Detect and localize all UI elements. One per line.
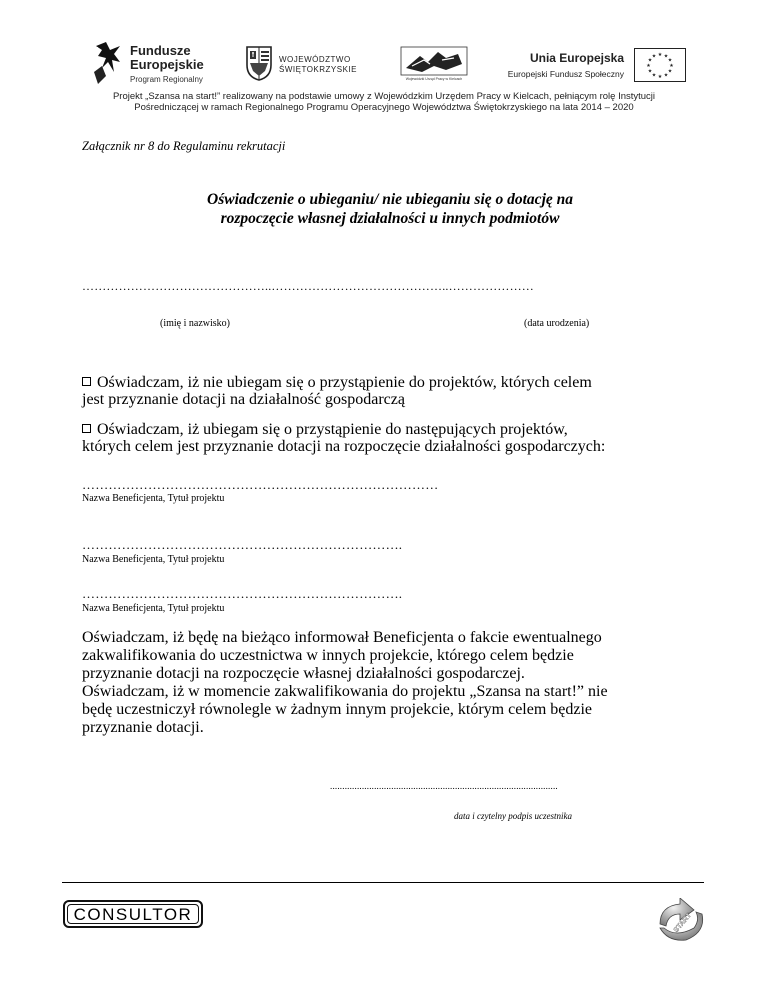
name-label: (imię i nazwisko)	[160, 318, 230, 329]
project-info-line2: Pośredniczącej w ramach Regionalnego Programu Operacyjnego Województwa Świętokrzyskiego na lata 2014 – 2020	[134, 102, 634, 113]
unia-europejska-logo	[497, 48, 687, 88]
dob-label: (data urodzenia)	[524, 318, 590, 329]
start-logo	[654, 898, 706, 942]
consultor-logo	[63, 900, 203, 928]
beneficiary-field[interactable]: ……………………………………………………………….	[82, 586, 403, 601]
statement-line: Oświadczam, iż w momencie zakwalifikowania do projektu „Szansa na start!” nie	[82, 683, 608, 700]
option-applying	[82, 421, 672, 455]
fundusze-europejskie-emblem-icon	[92, 42, 124, 84]
signature-label: data i czytelny podpis uczestnika	[454, 811, 572, 821]
svg-text:★: ★	[646, 63, 651, 69]
svg-text:★: ★	[657, 52, 663, 58]
svg-text:★: ★	[651, 53, 657, 60]
footer-divider	[62, 882, 704, 883]
svg-text:★: ★	[657, 74, 663, 80]
consultor-text: CONSULTOR	[67, 904, 199, 924]
checkbox-applying[interactable]	[82, 424, 91, 433]
option1-line2: jest przyznanie dotacji na działalność gospodarczą	[82, 391, 405, 408]
eu-flag-icon	[634, 48, 686, 82]
option2-line1: Oświadczam, iż ubiegam się o przystąpienie do następujących projektów,	[97, 421, 568, 438]
beneficiary-label: Nazwa Beneficjenta, Tytuł projektu	[82, 603, 225, 614]
wup-caption: Wojewódzki Urząd Pracy w Kielcach	[405, 77, 463, 81]
signature-field[interactable]: .............................................................................................	[330, 781, 558, 791]
name-date-field[interactable]: ………………………………………..……………………………………..…………………	[82, 279, 534, 293]
document-title-line1: Oświadczenie o ubieganiu/ nie ubieganiu się o dotację na	[207, 191, 573, 208]
document-title-line2: rozpoczęcie własnej działalności u innych podmiotów	[220, 210, 560, 227]
fundusze-line1: Fundusze	[130, 43, 191, 58]
beneficiary-label: Nazwa Beneficjenta, Tytuł projektu	[82, 493, 225, 504]
beneficiary-field[interactable]: ……………………………………………………………….	[82, 537, 403, 552]
statement-line: przyznanie dotacji.	[82, 719, 204, 736]
option1-line1: Oświadczam, iż nie ubiegam się o przystąpienie do projektów, których celem	[97, 374, 592, 391]
fundusze-line2: Europejskie	[130, 57, 204, 72]
ue-line2: Europejski Fundusz Społeczny	[507, 69, 624, 79]
statement-line: Oświadczam, iż będę na bieżąco informował Beneficjenta o fakcie ewentualnego	[82, 629, 602, 646]
statement-line: przyznanie dotacji na rozpoczęcie własnej działalności gospodarczej.	[82, 665, 525, 682]
svg-text:★: ★	[667, 57, 673, 64]
statement-line: zakwalifikowania do uczestnictwa w innych projekcie, którego celem będzie	[82, 647, 574, 664]
svg-text:★: ★	[663, 72, 669, 79]
wup-emblem-icon	[398, 46, 470, 76]
statement-paragraph	[82, 629, 674, 737]
fundusze-europejskie-logo	[92, 42, 222, 86]
coat-of-arms-icon	[245, 45, 273, 81]
svg-text:★: ★	[651, 72, 657, 79]
start-text: START	[672, 912, 693, 935]
svg-text:★: ★	[647, 68, 653, 75]
wojewodztwo-line2: ŚWIĘTOKRZYSKIE	[279, 65, 357, 74]
option-not-applying	[82, 374, 672, 408]
svg-text:★: ★	[663, 53, 669, 60]
project-info-line1: Projekt „Szansa na start!” realizowany na podstawie umowy z Wojewódzkim Urzędem Pracy w Kielcach, pełniącym rolę Instytucji	[112, 91, 656, 102]
fundusze-line3: Program Regionalny	[130, 75, 203, 84]
beneficiary-field[interactable]: ………………………………………………………………………	[82, 477, 439, 492]
svg-text:★: ★	[667, 68, 673, 75]
option2-line2: których celem jest przyznanie dotacji na rozpoczęcie działalności gospodarczych:	[82, 438, 606, 455]
ue-line1: Unia Europejska	[529, 51, 624, 65]
checkbox-not-applying[interactable]	[82, 377, 91, 386]
beneficiary-label: Nazwa Beneficjenta, Tytuł projektu	[82, 554, 225, 565]
svg-text:★: ★	[647, 57, 653, 64]
wojewodztwo-line1: WOJEWÓDZTWO	[279, 55, 351, 64]
svg-text:★: ★	[669, 63, 674, 69]
wojewodztwo-swietokrzyskie-logo	[245, 45, 375, 85]
statement-line: będę uczestniczył równolegle w żadnym innym projekcie, którym celem będzie	[82, 701, 593, 718]
wup-kielce-logo	[398, 46, 470, 92]
annex-label: Załącznik nr 8 do Regulaminu rekrutacji	[82, 139, 286, 153]
